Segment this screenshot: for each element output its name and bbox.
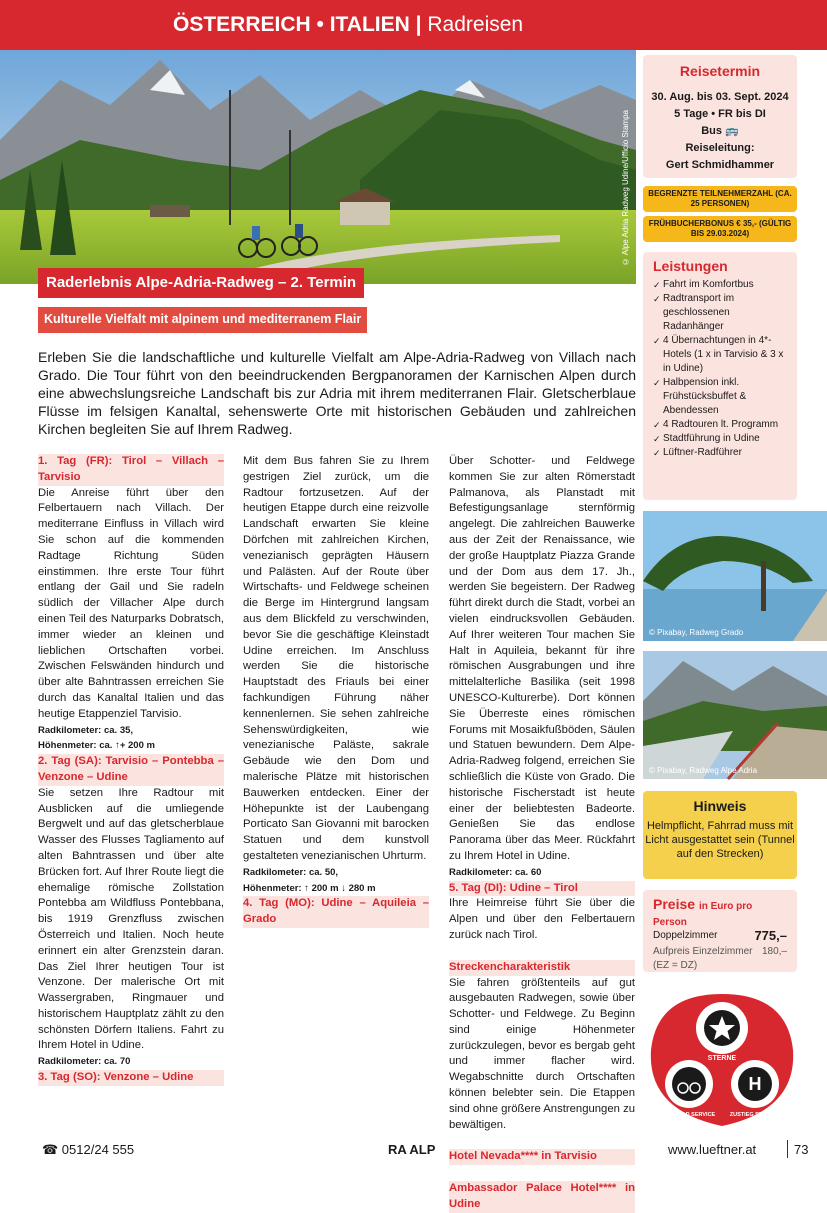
trip-subtitle: Kulturelle Vielfalt mit alpinem und mediterranem Flair (38, 307, 367, 333)
services-item: ✓ 4 Übernachtungen in 4*-Hotels (1 x in Tarvisio & 3 x in Udine) (653, 334, 787, 376)
trip-intro: Erleben Sie die landschaftliche und kulturelle Vielfalt am Alpe-Adria-Radweg von Villach nach Grado. Die Tour führt von den beeindruckenden Bergpanoramen der Karnischen Alpen durch eine abwechslungsreiche Landschaft bis zur Adria mit ihrem mediterranen Flair. Gletscherblaue Flüsse im felsigen Kanaltal, sehenswerte Orte mit historischen Gebäuden und zahlreichen Kirchen begleiten Sie auf Ihrem Radweg. (38, 349, 636, 437)
tour-guide-name: Gert Schmidhammer (665, 159, 775, 171)
page-number: 73 (794, 1142, 809, 1157)
day-4-heading: 4. Tag (MO): Udine – Aquileia – Grado (243, 896, 429, 928)
prices-title: Preise (653, 896, 696, 912)
header-title (173, 13, 523, 37)
day-3-heading: 3. Tag (SO): Venzone – Udine (38, 1070, 224, 1086)
grado-seaside-illustration (643, 511, 827, 641)
day-1-text: Die Anreise führt über den Felbertauern nach Villach. Der mediterrane Einfluss in Villach wird Sie schon auf die kommenden Radtage Richtung Süden einstimmen. Ihre erste Tour führt entlang der Gail und Sie radeln südlich der Villacher Alpe durch einen Teil des Naturparks Dobratsch, immer wieder an kleinen und lieblichen Ortschaften vorbei. Zwischen Felswänden hindurch und über alte Bahntrassen erreichen Sie durch das Kanaltal Italien und das heutige Etappenziel Tarvisio. (38, 486, 224, 720)
trip-title: Raderlebnis Alpe-Adria-Radweg – 2. Termin (38, 268, 364, 298)
price-row-single (653, 944, 787, 960)
prices-heading (653, 896, 787, 928)
day-4-text: Über Schotter- und Feldwege kommen Sie zur alten Römerstadt Palmanova, als Planstadt mit Befestigungsanlage sternförmig angelegt. Die zahlreichen Bauwerke aus der Zeit der Renaissance, wie der große Hauptplatz Piazza Grande und der Dom aus dem 17. Jh., werden Sie begeistern. Der Radweg führt direkt durch die Stadt, vorbei an vielen eindrucksvollen Gebäuden. Auf Ihrer weiteren Tour machen Sie Halt in Aquileia, bekannt für ihre römischen Ausgrabungen und ihre mittelalterliche Basilika (seit 1998 UNESCO-Kulturerbe). Dort können Sie Überreste eines römischen Forums mit Mosaikfußböden, Säulen und Statuen bewundern. Dem Alpe-Adria-Radweg folgend, erreichen Sie schließlich die Küste von Grado. Die historische Fischerstadt ist heute einer der beliebtesten Badeorte. Genießen Sie das endlose Panorama über das Meer. Rückfahrt zu Ihrem Hotel in Udine. (449, 455, 635, 862)
header-bar (0, 0, 827, 50)
services-item: ✓ Radtransport im geschlossenen Radanhänger (653, 292, 787, 334)
early-bird-bonus-note: FRÜHBUCHERBONUS € 35,- (GÜLTIG BIS 29.03.2024) (643, 216, 797, 242)
badge-letter: H (748, 1074, 762, 1094)
itinerary-column-3 (449, 454, 635, 1213)
services-box (643, 252, 797, 500)
day-2-heading: 2. Tag (SA): Tarvisio – Pontebba – Venzone – Udine (38, 754, 224, 786)
services-item: ✓ 4 Radtouren lt. Programm (653, 418, 787, 432)
travel-date: 30. Aug. bis 03. Sept. 2024 (651, 91, 789, 103)
header-countries: ÖSTERREICH • ITALIEN (173, 13, 410, 36)
notice-box (643, 791, 797, 879)
price-row-double (653, 928, 787, 944)
day-1-altitude: Höhenmeter: ca. ↑+ 200 m (38, 740, 155, 752)
hotel-udine: Ambassador Palace Hotel**** in Udine (449, 1181, 635, 1213)
double-room-label: Doppelzimmer (653, 930, 718, 941)
travel-date-box (643, 55, 797, 178)
route-characteristics-text: Sie fahren größtenteils auf gut ausgebauten Radwegen, sowie über Schotter- und Feldwege. Zu Beginn sind einige Höhenmeter zurückzulegen, bevor es bergab geht und immer flacher wird. Wegabschnitte durch Ortschaften können belebter sein. Die Etappen sind ohne größere Anstrengungen zu bewältigen. (449, 976, 635, 1131)
hotel-tarvisio: Hotel Nevada**** in Tarvisio (449, 1149, 635, 1165)
itinerary-column-2 (243, 454, 429, 928)
alpe-adria-river-illustration (643, 651, 827, 779)
services-item: ✓ Lüftner-Radführer (653, 446, 787, 460)
double-room-price: 775,– (754, 928, 787, 943)
route-characteristics-heading: Streckencharakteristik (449, 960, 635, 976)
header-separator: | (415, 13, 422, 36)
prices-unit: in Euro pro Person (653, 901, 753, 928)
day-5-heading: 5. Tag (DI): Udine – Tirol (449, 881, 635, 897)
day-2-text: Sie setzen Ihre Radtour mit Ausblicken auf die umliegende Bergwelt und auf das gletscherblaue Wasser des Flusses Tagliamento auf alten Bahntrassen und über alte Brücken fort. Auf Ihrer Route liegt die ehemalige römische Zollstation Pontebba am Wildfluss Pontebbana, bis 1919 Grenzfluss zwischen Österreich und Italien. Noch heute erinnert ein alter Grenzstein daran. Das Ziel Ihrer heutigen Tour ist Venzone. Der malerische Ort mit Wassergraben, Ringmauer und historischem Hauptplatz zählt zu den schönsten Dörfern Italiens. Fahrt zu Ihrem Hotel in Udine. (38, 786, 224, 1052)
footer-phone[interactable]: ☎ 0512/24 555 (42, 1142, 135, 1157)
footer-divider (787, 1140, 788, 1158)
header-category: Radreisen (427, 13, 524, 36)
notice-text: Helmpflicht, Fahrrad muss mit Licht ausgestattet sein (Tunnel auf den Strecken) (645, 820, 795, 860)
travel-duration: 5 Tage • FR bis DI (674, 108, 766, 120)
notice-heading: Hinweis (693, 798, 747, 814)
photo-grado-cycle-path (643, 511, 827, 641)
services-list (653, 278, 787, 460)
day-3-text: Mit dem Bus fahren Sie zu Ihrem gestrigen Ziel zurück, um die Radtour fortzusetzen. Auf der heutigen Etappe durch eine reizvolle Landschaft erwarten Sie kleine Dörfchen mit zahlreichen Kirchen, venezianisch geprägten Häusern und Palästen. Auf der Route über Wirtschafts- und Feldwege scheinen die Berge im Hintergrund langsam aus dem Blickfeld zu verschwinden, bevor Sie die geschäftige Kleinstadt Udine erreichen. Im Anschluss werden Sie die historische Hauptstadt des Friauls bei einer fachkundigen Führung näher kennenlernen. Sie sehen zahlreiche Sehenswürdigkeiten, wie venezianische Paläste, sakrale Gebäude wie den Dom und malerische Plätze mit historischen Bauwerken entdecken. Einer der Höhepunkte ist der Laubengang Porticato San Giovanni mit barocken Statuen und dem kunstvoll gestalteten venezianischen Uhrturm. (243, 455, 429, 862)
services-item: ✓ Stadtführung in Udine (653, 432, 787, 446)
itinerary-column-1 (38, 454, 224, 1086)
badge-emblem (647, 990, 797, 1130)
day-1-km: Radkilometer: ca. 35, (38, 724, 134, 736)
day-1-heading: 1. Tag (FR): Tirol – Villach – Tarvisio (38, 454, 224, 486)
tour-guide-label: Reiseleitung: (685, 142, 755, 154)
photo-alpe-adria-credit: © Pixabay, Radweg Alpe Adria (649, 766, 758, 775)
hero-image (0, 50, 636, 284)
day-3-altitude: Höhenmeter: ↑ 200 m ↓ 280 m (243, 882, 376, 894)
hero-photo-credit: © Alpe Adria Radweg Udine/Ufficio Stampa (621, 110, 630, 267)
footer (0, 1138, 827, 1163)
services-heading: Leistungen (653, 258, 728, 274)
footer-website-link[interactable]: www.lueftner.at (668, 1142, 757, 1157)
travel-transport: Bus 🚌 (701, 125, 739, 137)
travel-date-heading: Reisetermin (679, 63, 761, 79)
day-3-km: Radkilometer: ca. 50, (243, 866, 339, 878)
single-room-note: (EZ = DZ) (653, 960, 698, 971)
services-item: ✓ Halbpension inkl. Frühstücksbuffet & Abendessen (653, 376, 787, 418)
badge-right-label: ZUSTIEG STELLEN (729, 1112, 781, 1118)
badge-left-label: FAHRRAD SERVICE (662, 1112, 716, 1118)
single-room-price: 180,– (761, 946, 787, 957)
day-2-km: Radkilometer: ca. 70 (38, 1056, 131, 1068)
single-room-label: Aufpreis Einzelzimmer (653, 946, 753, 957)
services-item: ✓ Fahrt im Komfortbus (653, 278, 787, 292)
badge-top-label: STERNE (707, 1055, 737, 1062)
day-4-km: Radkilometer: ca. 60 (449, 866, 542, 878)
day-5-text: Ihre Heimreise führt Sie über die Alpen und über den Felbertauern zurück nach Tirol. (449, 897, 635, 941)
quality-badge (647, 990, 797, 1130)
prices-box (643, 890, 797, 972)
hero-landscape-illustration (0, 50, 636, 284)
limited-participants-note: BEGRENZTE TEILNEHMERZAHL (CA. 25 PERSONEN) (643, 186, 797, 212)
footer-trip-code: RA ALP (388, 1142, 436, 1157)
photo-grado-credit: © Pixabay, Radweg Grado (649, 628, 744, 637)
photo-alpe-adria-cycle-path (643, 651, 827, 779)
